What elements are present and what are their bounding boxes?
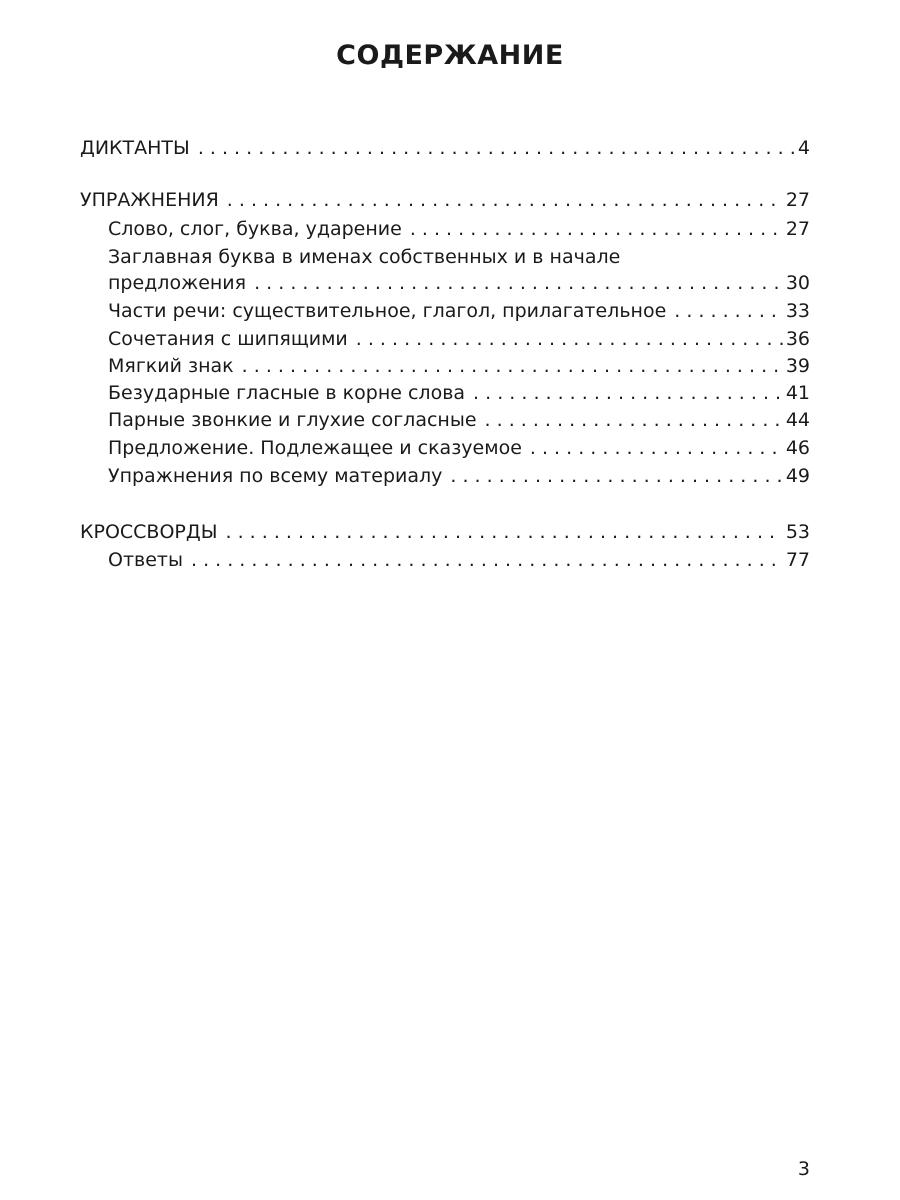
toc-leader-dots bbox=[254, 268, 783, 298]
toc-entry-page: 49 bbox=[785, 465, 810, 487]
toc-leader-dots bbox=[473, 378, 783, 408]
toc-subentry[interactable] bbox=[108, 405, 810, 435]
toc-leader-dots bbox=[198, 133, 795, 163]
toc-entry-page: 30 bbox=[785, 272, 810, 294]
toc-leader-dots bbox=[242, 351, 783, 381]
toc-entry-page: 4 bbox=[797, 137, 810, 159]
toc-entry-page: 44 bbox=[785, 409, 810, 431]
toc-subentry[interactable] bbox=[108, 545, 810, 575]
toc-entry-label: ДИКТАНТЫ bbox=[80, 137, 190, 159]
toc-entry-label: Части речи: существительное, глагол, прилагательное bbox=[108, 300, 667, 322]
toc-subentry[interactable] bbox=[108, 324, 810, 354]
toc-subentry[interactable] bbox=[108, 214, 810, 244]
toc-entry-dictations[interactable] bbox=[80, 133, 810, 163]
toc-entry-crosswords[interactable] bbox=[80, 517, 810, 547]
toc-leader-dots bbox=[191, 545, 783, 575]
toc-entry-label: Упражнения по всему материалу bbox=[108, 465, 443, 487]
toc-entry-page: 33 bbox=[785, 300, 810, 322]
page-title: СОДЕРЖАНИЕ bbox=[336, 40, 564, 71]
toc-subentry[interactable] bbox=[108, 296, 810, 326]
toc-subentry[interactable] bbox=[108, 378, 810, 408]
toc-entry-label: Парные звонкие и глухие согласные bbox=[108, 409, 477, 431]
toc-entry-label: Сочетания с шипящими bbox=[108, 328, 348, 350]
toc-entry-label: Безударные гласные в корне слова bbox=[108, 382, 466, 404]
toc-entry-page: 46 bbox=[785, 437, 810, 459]
toc-entry-label: предложения bbox=[108, 272, 247, 294]
toc-subentry[interactable] bbox=[108, 461, 810, 491]
toc-entry-page: 77 bbox=[785, 549, 810, 571]
toc-subentry[interactable] bbox=[108, 268, 810, 298]
toc-leader-dots bbox=[226, 517, 783, 547]
toc-subentry[interactable] bbox=[108, 433, 810, 463]
toc-entry-page: 27 bbox=[785, 218, 810, 240]
toc-entry-label: Предложение. Подлежащее и сказуемое bbox=[108, 437, 522, 459]
toc-entry-label: Ответы bbox=[108, 549, 183, 571]
toc-entry-page: 53 bbox=[785, 521, 810, 543]
toc-leader-dots bbox=[356, 324, 783, 354]
toc-entry-page: 39 bbox=[785, 355, 810, 377]
toc-entry-page: 27 bbox=[785, 189, 810, 211]
toc-entry-label: Слово, слог, буква, ударение bbox=[108, 218, 402, 240]
page-number: 3 bbox=[797, 1158, 810, 1180]
toc-leader-dots bbox=[450, 461, 782, 491]
toc-entry-page: 41 bbox=[785, 382, 810, 404]
toc-entry-label: УПРАЖНЕНИЯ bbox=[80, 189, 219, 211]
toc-entry-label: Мягкий знак bbox=[108, 355, 234, 377]
toc-leader-dots bbox=[227, 185, 783, 215]
toc-entry-exercises[interactable] bbox=[80, 185, 810, 215]
toc-entry-label: КРОССВОРДЫ bbox=[80, 521, 218, 543]
toc-leader-dots bbox=[485, 405, 783, 435]
toc-leader-dots bbox=[674, 296, 783, 326]
toc-leader-dots bbox=[410, 214, 783, 244]
toc-subentry[interactable] bbox=[108, 351, 810, 381]
toc-entry-page: 36 bbox=[785, 328, 810, 350]
toc-leader-dots bbox=[530, 433, 783, 463]
toc-subentry-line1[interactable]: Заглавная буква в именах собственных и в начале bbox=[108, 246, 621, 268]
